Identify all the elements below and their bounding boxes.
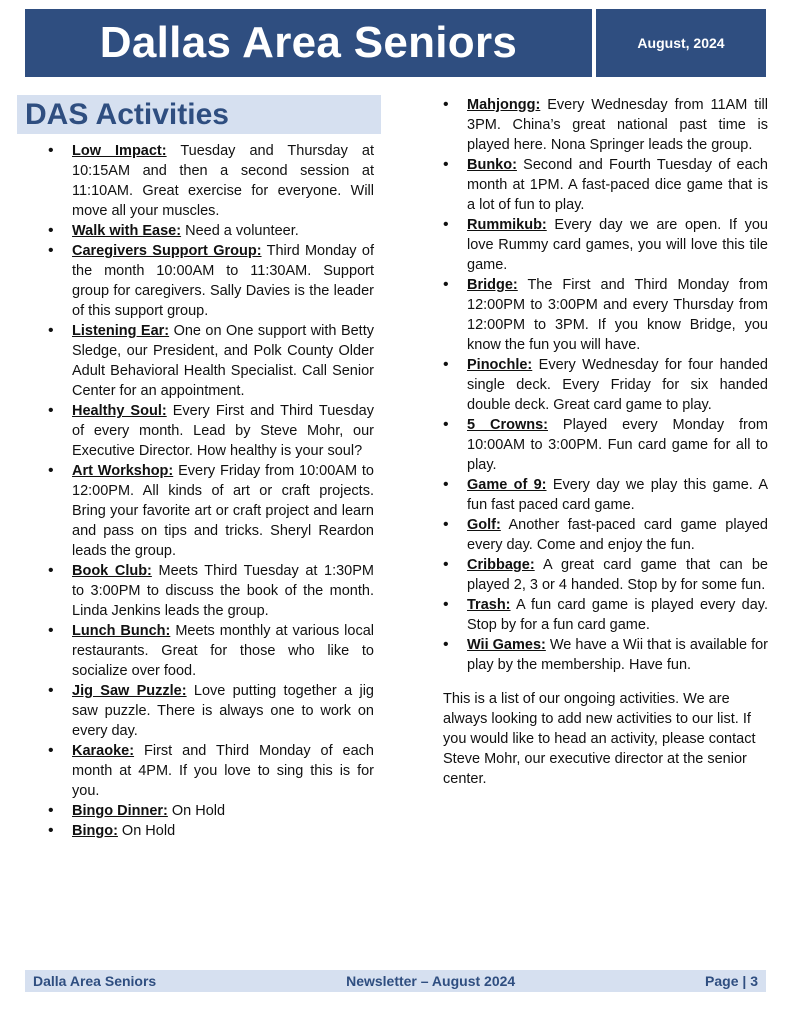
footer-newsletter-label: Newsletter – August 2024 [346,973,516,989]
activity-item [48,241,374,321]
footer-org-name: Dalla Area Seniors [33,973,157,989]
activity-item [48,741,374,801]
activity-description: A fun card game is played every day. Stop by for a fun card game. [467,597,768,633]
activity-name: Trash: [467,597,511,613]
activity-name: Low Impact: [72,143,167,159]
activity-name: Listening Ear: [72,323,170,339]
activity-item [443,515,768,555]
activity-item [443,595,768,635]
activity-name: Walk with Ease: [72,223,182,239]
activity-item [443,155,768,215]
activity-list-left [48,141,374,841]
activity-name: Healthy Soul: [72,403,167,419]
activity-description: Every Wednesday for four handed single deck. Every Friday for six handed double deck. Great card game to play. [467,357,768,413]
activity-item [443,95,768,155]
closing-paragraph: This is a list of our ongoing activities. We are always looking to add new activities to our list. If you would like to head an activity, please contact Steve Mohr, our executive director at the senior center. [443,691,756,787]
activity-item [443,275,768,355]
activity-list-right [443,95,768,675]
activity-description: On Hold [167,803,226,819]
activity-name: Pinochle: [467,357,533,373]
activity-item [48,621,374,681]
activity-item [48,321,374,401]
activity-item [48,561,374,621]
activity-item [443,635,768,675]
activity-description: Second and Fourth Tuesday of each month at 1PM. A fast-paced dice game that is a lot of fun to play. [467,157,768,213]
activity-description: Every Wednesday from 11AM till 3PM. China’s great national past time is played here. Nona Springer leads the group. [467,97,768,153]
activity-description: The First and Third Monday from 12:00PM to 3:00PM and every Thursday from 12:00PM to 3PM. If you know Bridge, you know the fun you will have. [467,277,768,353]
activity-name: Caregivers Support Group: [72,243,262,259]
activity-name: 5 Crowns: [467,417,548,433]
issue-date: August, 2024 [596,9,766,77]
activity-description: A great card game that can be played 2, 3 or 4 handed. Stop by for some fun. [467,557,768,593]
activity-name: Book Club: [72,563,152,579]
section-title: DAS Activities [17,95,381,134]
activity-description: Every day we play this game. A fun fast paced card game. [467,477,769,513]
activity-item [443,355,768,415]
activity-item [48,801,374,821]
activity-description: Tuesday and Thursday at 10:15AM and then a second session at 11:10AM. Great exercise for everyone. Will move all your muscles. [72,143,374,219]
activity-name: Bridge: [467,277,518,293]
activity-name: Bunko: [467,157,517,173]
activity-description: One on One support with Betty Sledge, our President, and Polk County Older Adult Behavioral Health Specialist. Call Senior Center for an appointment. [72,323,374,399]
activity-description: Meets Third Tuesday at 1:30PM to 3:00PM to discuss the book of the month. Linda Jenkins leads the group. [72,563,374,619]
footer-page-number: Page | 3 [705,973,758,989]
activity-name: Bingo: [72,823,118,839]
activity-description: Love putting together a jig saw puzzle. There is always one to work on every day. [72,683,374,739]
activity-item [443,215,768,275]
activity-name: Wii Games: [467,637,546,653]
activity-name: Art Workshop: [72,463,174,479]
activity-description: First and Third Monday of each month at 4PM. If you love to sing this is for you. [72,743,374,799]
activity-item [48,141,374,221]
activity-item [443,475,768,515]
activity-description: Every Friday from 10:00AM to 12:00PM. All kinds of art or craft projects. Bring your favorite art or craft project and learn and pass on tips and tricks. Sheryl Reardon leads the group. [72,463,374,559]
activity-description: On Hold [117,823,176,839]
activity-description: Another fast-paced card game played every day. Come and enjoy the fun. [467,517,768,553]
activity-name: Lunch Bunch: [72,623,171,639]
activity-description: Every day we are open. If you love Rummy card games, you will love this tile game. [467,217,768,273]
activity-name: Game of 9: [467,477,547,493]
activity-description: Played every Monday from 10:00AM to 3:00PM. Fun card game for all to play. [467,417,769,473]
activity-item [48,461,374,561]
activity-name: Rummikub: [467,217,547,233]
activity-item [48,681,374,741]
activity-description: Meets monthly at various local restaurants. Great for those who like to socialize over food. [72,623,374,679]
right-column [443,95,768,789]
activity-name: Jig Saw Puzzle: [72,683,187,699]
page-footer [25,970,766,992]
activity-description: Every First and Third Tuesday of every month. Lead by Steve Mohr, our Executive Director. How healthy is your soul? [72,403,374,459]
activity-name: Golf: [467,517,501,533]
activity-item [48,821,374,841]
newsletter-header [25,9,766,77]
activity-description: Third Monday of the month 10:00AM to 11:30AM. Support group for caregivers. Sally Davies is the leader of this support group. [72,243,374,319]
left-column [48,141,374,841]
activity-name: Mahjongg: [467,97,541,113]
activity-item [443,415,768,475]
activity-item [48,401,374,461]
activity-name: Bingo Dinner: [72,803,168,819]
activity-item [443,555,768,595]
activity-description: Need a volunteer. [181,223,299,239]
activity-name: Karaoke: [72,743,135,759]
activity-name: Cribbage: [467,557,535,573]
newsletter-title: Dallas Area Seniors [25,9,592,77]
activity-description: We have a Wii that is available for play by the membership. Have fun. [467,637,769,673]
activity-item [48,221,374,241]
